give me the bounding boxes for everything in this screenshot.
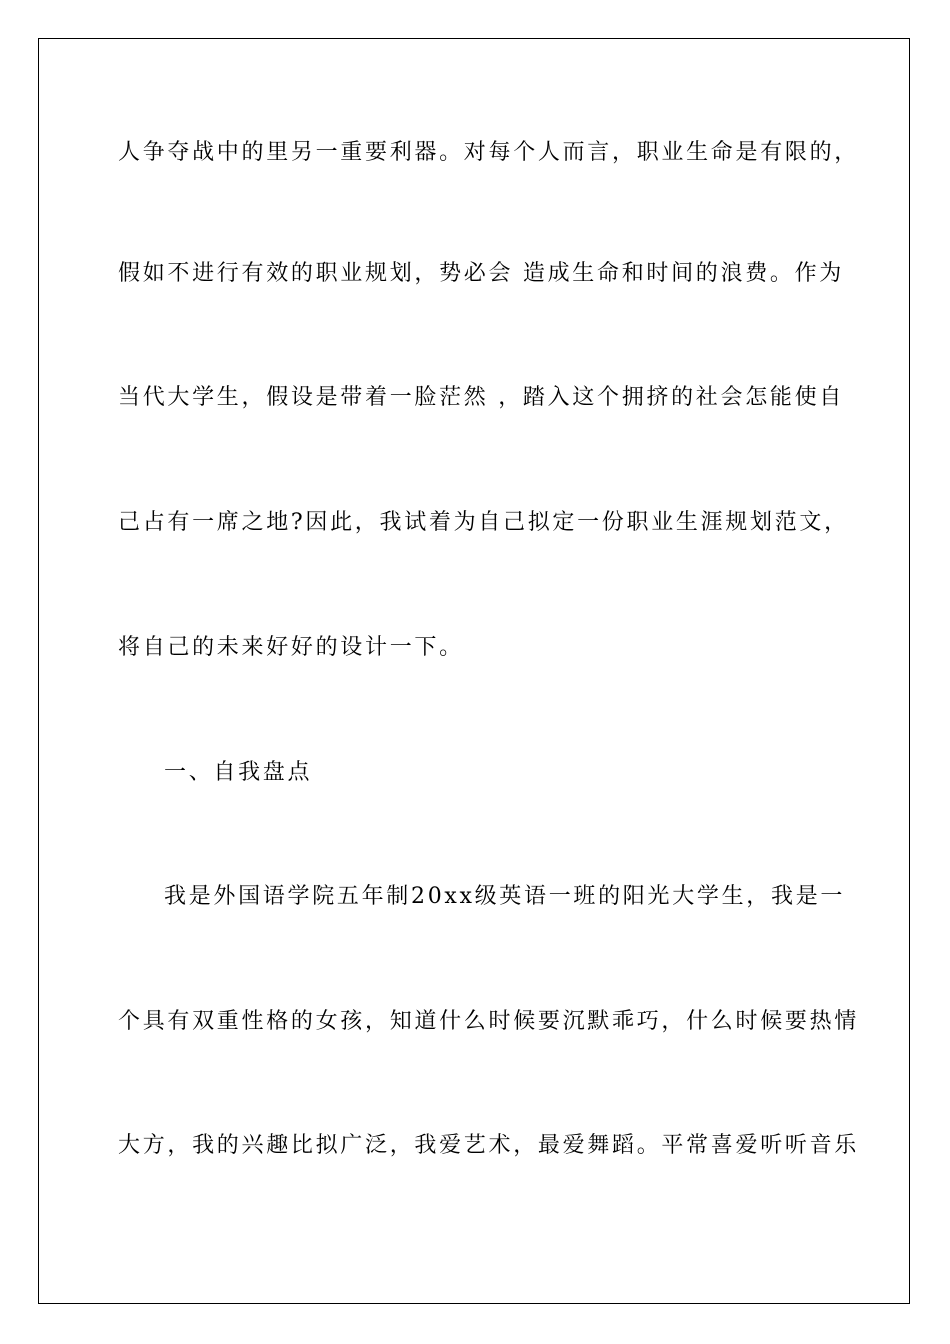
text-line: 当代大学生，假设是带着一脸茫然 ，踏入这个拥挤的社会怎能使自 [118,385,844,410]
text-line: 将自己的未来好好的设计一下。 [118,635,464,660]
page-border [38,38,910,1304]
text-line: 大方，我的兴趣比拟广泛，我爱艺术，最爱舞蹈。平常喜爱听听音乐 [118,1133,860,1158]
section-heading: 一、自我盘点 [164,760,313,785]
text-line: 人争夺战中的里另一重要利器。对每个人而言，职业生命是有限的， [118,140,860,165]
text-line: 个具有双重性格的女孩，知道什么时候要沉默乖巧，什么时候要热情 [118,1009,860,1034]
text-line: 我是外国语学院五年制20xx级英语一班的阳光大学生，我是一 [164,884,846,909]
text-line: 己占有一席之地?因此，我试着为自己拟定一份职业生涯规划范文， [118,510,849,535]
text-line: 假如不进行有效的职业规划，势必会 造成生命和时间的浪费。作为 [118,261,844,286]
